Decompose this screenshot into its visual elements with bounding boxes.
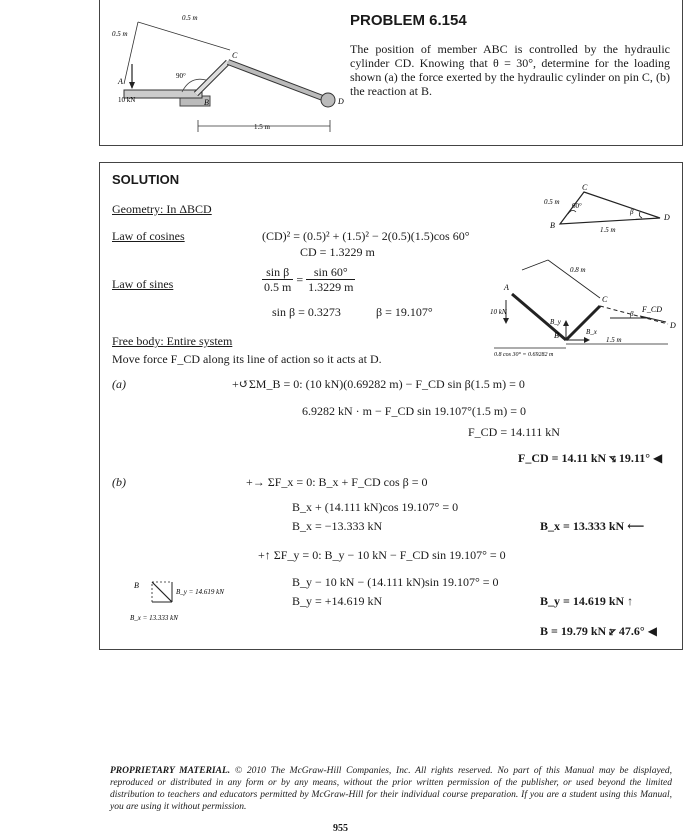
moment-eq2: 6.9282 kN · m − F_CD sin 19.107°(1.5 m) = 0 (302, 404, 527, 418)
sk1-short: 0.5 m (544, 198, 560, 206)
fig-label-d: D (338, 97, 344, 106)
sk2-dist: 0.8 m (570, 266, 586, 274)
fig-label-05m-left: 0.5 m (112, 30, 128, 38)
sk2-a: A (504, 283, 509, 292)
eq-cd: CD = 1.3229 m (300, 245, 375, 259)
sk1-b: B (550, 221, 555, 230)
sk1-d: D (664, 213, 670, 222)
law-sines-label: Law of sines (112, 277, 174, 291)
sketch-triangle-bcd (540, 184, 680, 236)
bx-answer: B_x = 13.333 kN ⟵ (540, 519, 645, 533)
fx-eq2: B_x + (14.111 kN)cos 19.107° = 0 (292, 500, 459, 514)
footer-proprietary: PROPRIETARY MATERIAL. (110, 766, 231, 776)
fcd-answer: F_CD = 14.11 kN ⦪ 19.11° ◀ (518, 451, 663, 465)
sines-den-left: 0.5 m (264, 280, 292, 294)
fx-eq: +→ ΣF_x = 0: B_x + F_CD cos β = 0 (246, 475, 428, 489)
move-force-text: Move force F_CD along its line of action so it acts at D. (112, 352, 382, 366)
fig-label-90: 90° (176, 72, 186, 80)
sk2-bottom: 0.8 cos 30° = 0.69282 m (494, 352, 554, 358)
sketch-b-components (130, 572, 260, 628)
bx-value: B_x = −13.333 kN (292, 519, 383, 533)
member-ab (124, 90, 202, 98)
sk2-by: B_y (550, 318, 561, 326)
support-d (321, 93, 335, 107)
fig-label-15m: 1.5 m (254, 123, 270, 131)
fig-label-a: A (118, 77, 123, 86)
fy-eq2: B_y − 10 kN − (14.111 kN)sin 19.107° = 0 (292, 575, 499, 589)
sk2-c: C (602, 295, 608, 304)
law-cosines-label: Law of cosines (112, 229, 185, 243)
sk3-by: B_y = 14.619 kN (176, 588, 224, 596)
sk2-d: D (670, 321, 676, 330)
sk2-fcd: F_CD (642, 305, 662, 314)
free-body-label: Free body: Entire system (112, 334, 233, 348)
sketch-free-body (490, 258, 680, 358)
sines-fraction: $\frac{\text{sin β}}{0.5 m}$ = $\frac{\sin 60^\circ}{1.3229 m}$ (264, 265, 354, 294)
sk2-bx: B_x (586, 328, 597, 336)
fcd-value: F_CD = 14.111 kN (468, 425, 560, 439)
by-answer: B_y = 14.619 kN ↑ (540, 594, 634, 608)
moment-eq: +↺ΣM_B = 0: (10 kN)(0.69282 m) − F_CD sin β(1.5 m) = 0 (232, 377, 525, 391)
sk2-b: B (554, 331, 559, 340)
sk1-len: 1.5 m (600, 226, 616, 234)
sk3-b: B (134, 581, 139, 590)
fig-label-10kn: 10 kN (118, 96, 136, 104)
page-number: 955 (333, 823, 348, 834)
eq-cosines: (CD)² = (0.5)² + (1.5)² − 2(0.5)(1.5)cos 60° (262, 229, 470, 243)
part-a-label: (a) (112, 377, 126, 391)
sines-den-right: 1.3229 m (308, 280, 354, 294)
problem-title: PROBLEM 6.154 (350, 12, 467, 29)
sk2-load: 10 kN (490, 308, 507, 316)
by-value: B_y = +14.619 kN (292, 594, 383, 608)
problem-figure (110, 2, 350, 140)
solution-heading: SOLUTION (112, 172, 180, 187)
eq-beta: β = 19.107° (376, 305, 433, 319)
sines-num-left: sin β (262, 265, 293, 280)
sk3-bx: B_x = 13.333 kN (130, 614, 178, 622)
sk1-beta: β (630, 208, 634, 216)
fig-label-c: C (232, 51, 238, 60)
sk2-beta: β (630, 310, 634, 318)
part-b-label: (b) (112, 475, 126, 489)
fy-eq: +↑ ΣF_y = 0: B_y − 10 kN − F_CD sin 19.107° = 0 (258, 548, 506, 562)
sk1-c: C (582, 184, 588, 192)
sk2-len: 1.5 m (606, 336, 622, 344)
b-answer: B = 19.79 kN ⦫ 47.6° ◀ (540, 624, 657, 638)
fig-label-05m-top: 0.5 m (182, 14, 198, 22)
footer-text (110, 765, 672, 813)
geometry-label: Geometry: In ΔBCD (112, 202, 212, 216)
problem-statement: The position of member ABC is controlled by the hydraulic cylinder CD. Knowing that θ = 30°, determine for the loading shown (a) the force exerted by the hydraulic cylinder on pin C, (b) the reaction at B. (350, 42, 670, 98)
eq-sinb: sin β = 0.3273 (272, 305, 341, 319)
fig-label-b: B (204, 98, 209, 107)
problem-box (99, 0, 683, 146)
footer-body: © 2010 The McGraw-Hill Companies, Inc. All rights reserved. No part of this Manual may be displayed, reproduced or distributed in any form or by any means, without the prior written permission of the publisher, or used beyond the limited distribution to teachers and educators permitted by McGraw-Hill for their individual course preparation. If you are a student using this Manual, you are using it without permission. (110, 766, 673, 812)
sines-num-right: sin 60° (306, 265, 355, 280)
sk1-ang60: 60° (572, 202, 582, 210)
